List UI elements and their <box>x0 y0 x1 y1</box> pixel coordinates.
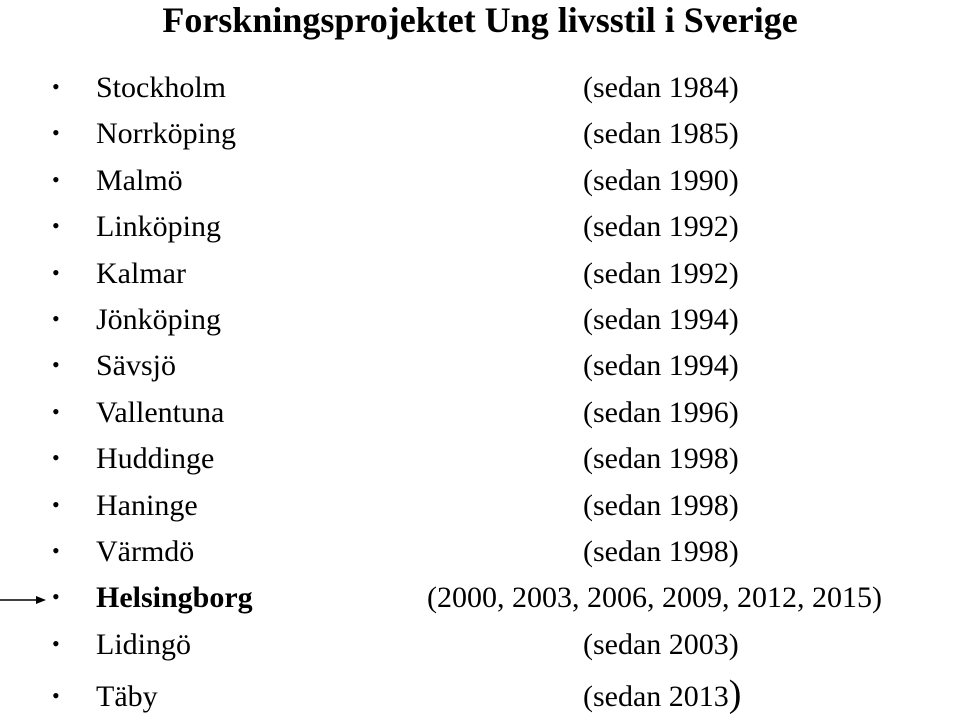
bullet: • <box>52 445 60 471</box>
city-name: Haninge <box>96 488 198 522</box>
since-year: (sedan 1992) <box>583 210 739 244</box>
list-item <box>0 203 960 249</box>
since-year: (sedan 1985) <box>583 117 739 151</box>
since-year: (sedan 2003) <box>583 627 739 661</box>
city-name: Jönköping <box>96 302 222 336</box>
bullet: • <box>52 74 60 99</box>
bullet: • <box>52 584 60 610</box>
list-item <box>0 64 960 110</box>
city-name: Norrköping <box>96 117 236 151</box>
bullet: • <box>52 630 60 656</box>
since-year: (sedan 1996) <box>583 395 739 429</box>
bullet: • <box>52 352 60 378</box>
city-name: Lidingö <box>96 627 191 661</box>
bullet: • <box>52 305 60 331</box>
bullet: • <box>52 683 60 709</box>
city-name: Huddinge <box>96 442 215 476</box>
city-name: Sävsjö <box>96 349 177 383</box>
since-year: (sedan 1990) <box>583 163 739 197</box>
list-item <box>0 528 960 574</box>
list-item <box>0 250 960 296</box>
city-name: Malmö <box>96 163 183 197</box>
since-year <box>583 673 742 717</box>
since-year: (sedan 1998) <box>583 488 739 522</box>
city-name: Täby <box>96 680 158 714</box>
city-name: Helsingborg <box>96 581 253 615</box>
since-year: (sedan 1992) <box>583 256 739 290</box>
survey-years: (2000, 2003, 2006, 2009, 2012, 2015) <box>427 581 882 615</box>
page-title: Forskningsprojektet Ung livsstil i Sverige <box>162 0 798 40</box>
list-item <box>0 342 960 388</box>
list-item <box>0 435 960 481</box>
list-item <box>0 110 960 156</box>
list-item <box>0 157 960 203</box>
list-item <box>0 482 960 528</box>
list-item-highlighted <box>0 574 960 620</box>
bullet: • <box>52 259 60 285</box>
since-year: (sedan 1994) <box>583 349 739 383</box>
city-name: Vallentuna <box>96 395 225 429</box>
bullet: • <box>52 120 60 146</box>
closing-paren: ) <box>728 673 742 716</box>
bullet: • <box>52 398 60 424</box>
bullet: • <box>52 213 60 239</box>
city-list <box>0 64 960 719</box>
arrow-right-icon <box>0 594 46 606</box>
since-year: (sedan 1998) <box>583 534 739 568</box>
list-item <box>0 296 960 342</box>
since-year: (sedan 1998) <box>583 442 739 476</box>
city-name: Stockholm <box>96 71 227 104</box>
bullet: • <box>52 166 60 192</box>
since-year: (sedan 1984) <box>583 71 739 104</box>
city-name: Linköping <box>96 210 221 244</box>
since-year: (sedan 1994) <box>583 302 739 336</box>
bullet: • <box>52 491 60 517</box>
list-item <box>0 621 960 667</box>
list-item <box>0 673 960 719</box>
list-item <box>0 389 960 435</box>
city-name: Kalmar <box>96 256 186 290</box>
since-year-text: (sedan 2013 <box>583 680 729 714</box>
bullet: • <box>52 537 60 563</box>
city-name: Värmdö <box>96 534 195 568</box>
